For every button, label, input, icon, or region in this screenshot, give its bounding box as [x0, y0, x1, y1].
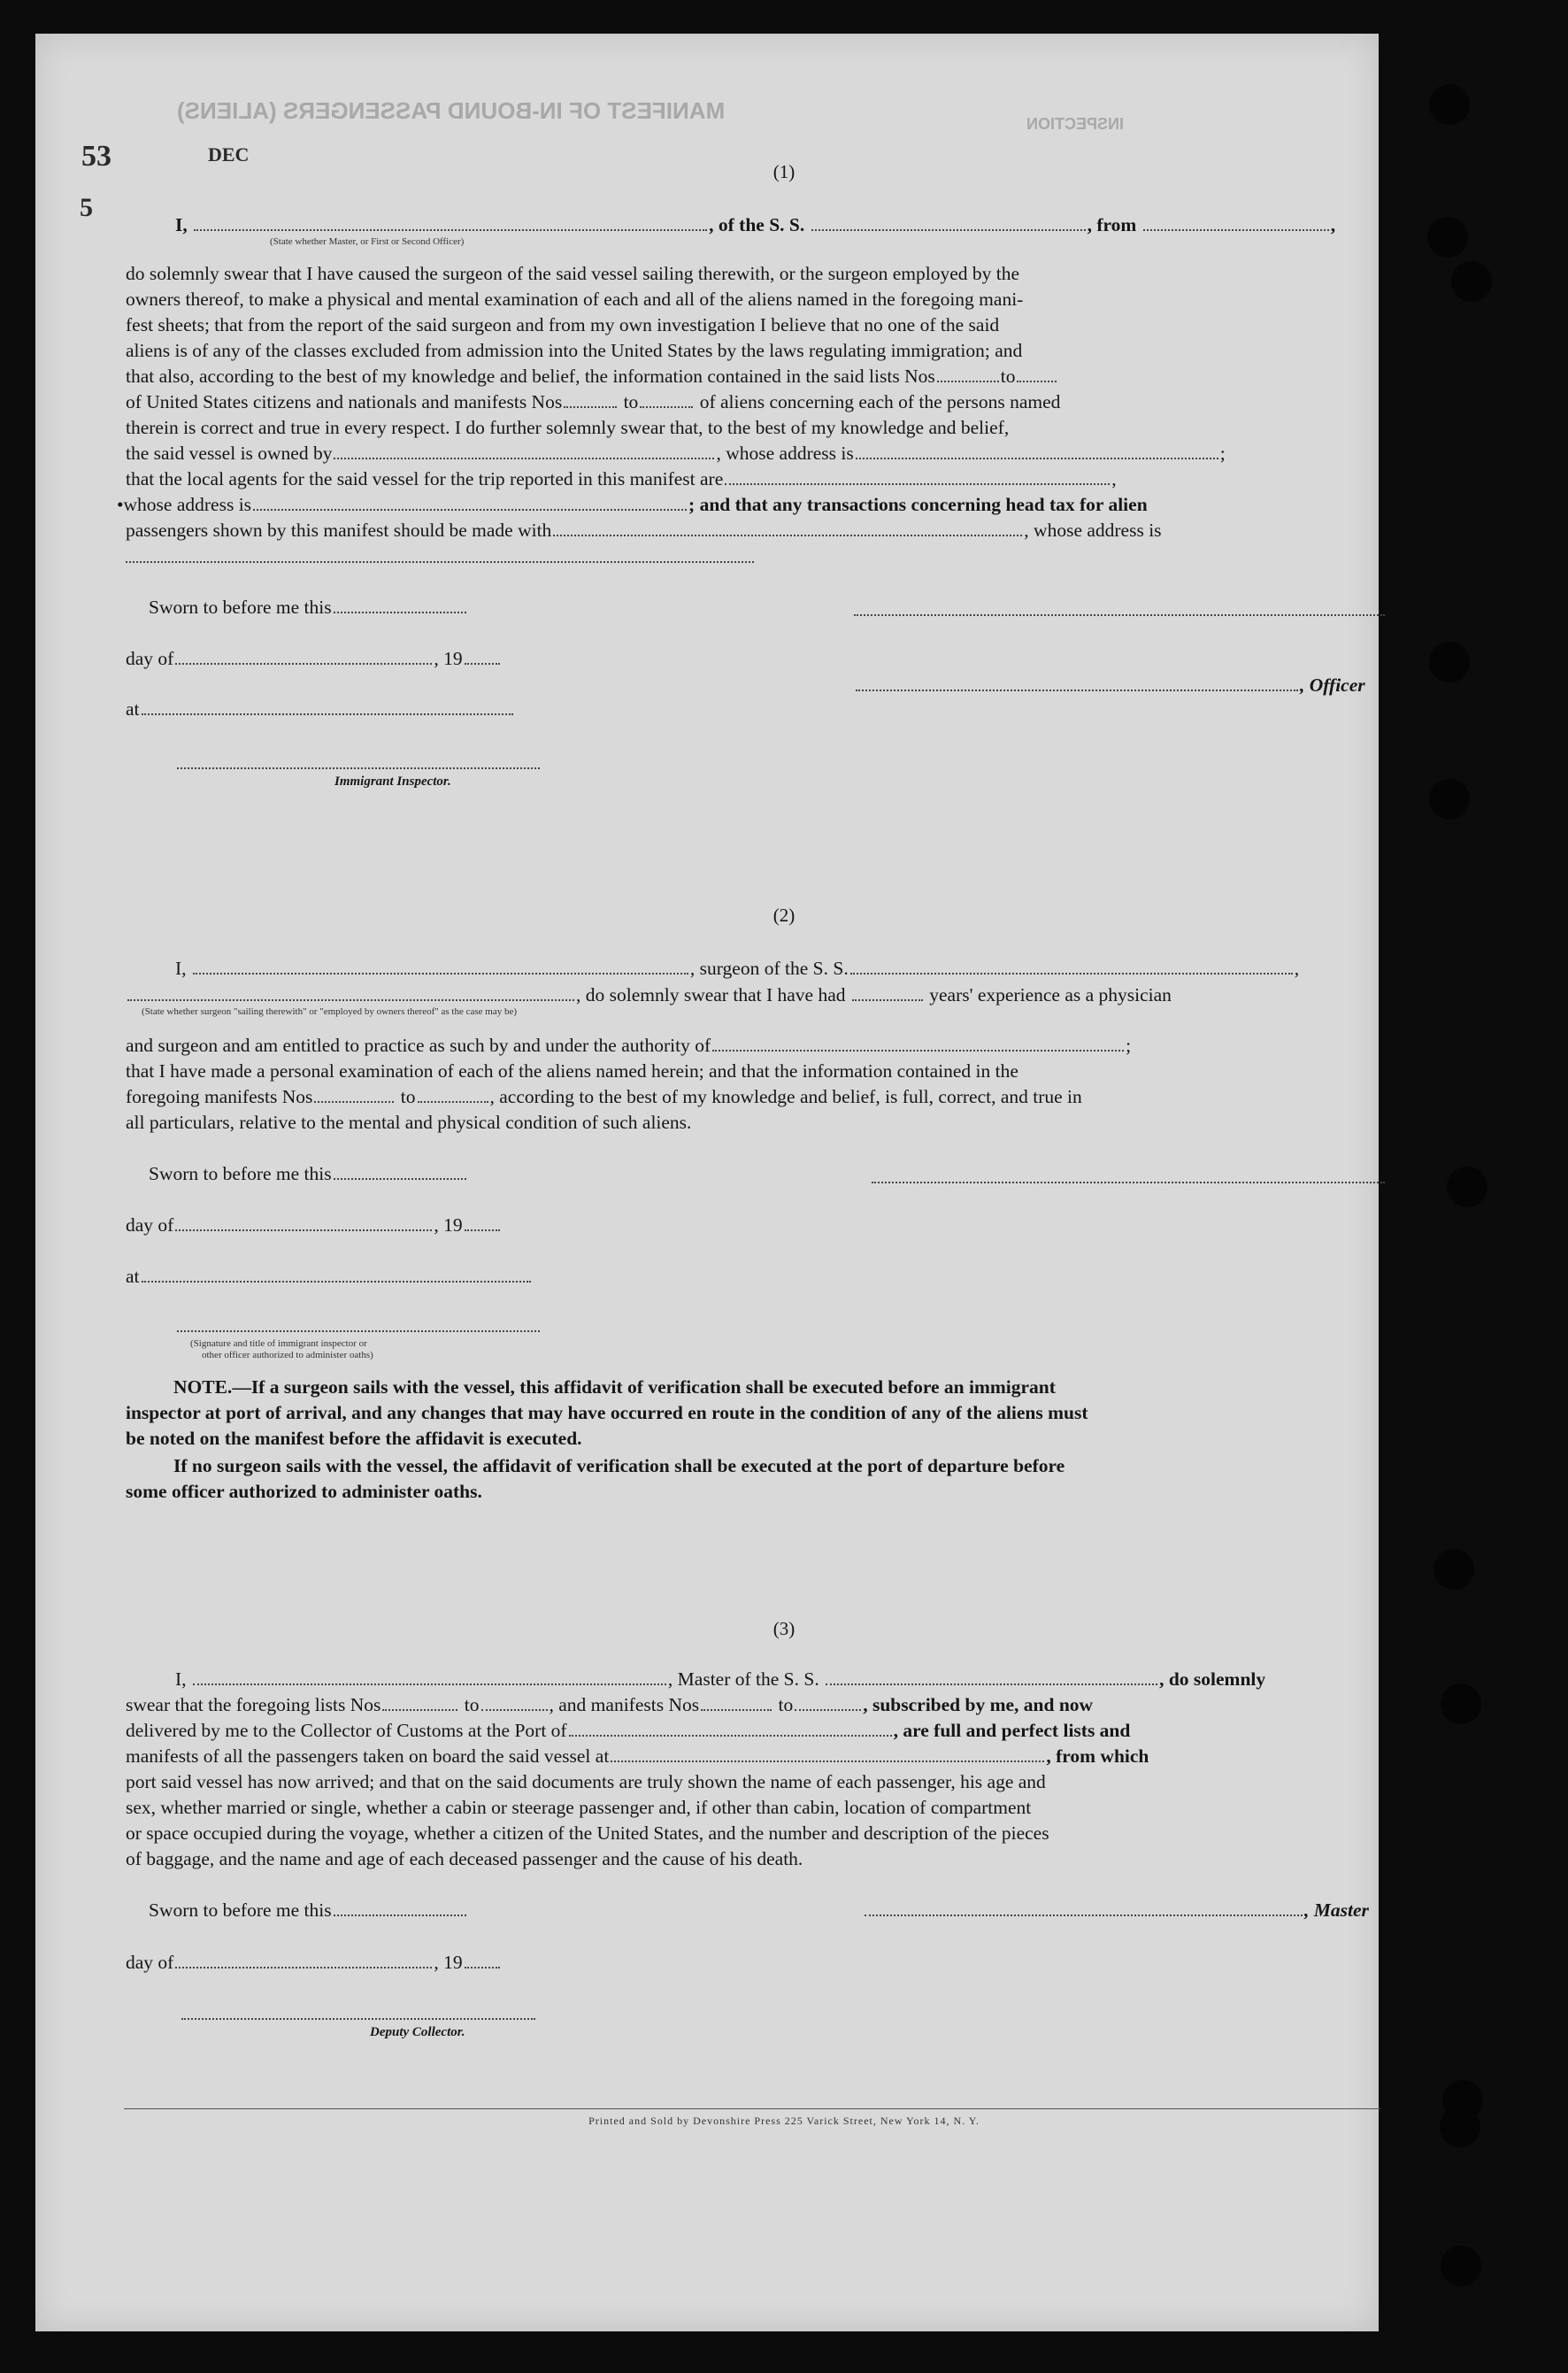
year-blank — [465, 1229, 500, 1231]
blank — [382, 1708, 457, 1711]
s3-text: , Master of the S. S. — [667, 1668, 819, 1690]
s2-line: all particulars, relative to the mental and physical condition of such aliens. — [126, 1112, 692, 1133]
punch-hole — [1429, 84, 1470, 125]
s2-second-line — [126, 982, 1172, 1008]
blank — [481, 1708, 548, 1711]
s3-text: , and manifests Nos — [549, 1694, 700, 1715]
footer-rule — [124, 2108, 1380, 2109]
s3-board-line — [126, 1744, 1149, 1769]
s1-line-text: of aliens concerning each of the persons named — [699, 391, 1061, 412]
s3-text: swear that the foregoing lists Nos — [126, 1694, 381, 1715]
note-text: some officer authorized to administer oaths. — [126, 1481, 482, 1502]
date-blank — [334, 1914, 466, 1916]
s2-at-line — [126, 1264, 533, 1290]
margin-stamp: DEC — [208, 143, 250, 166]
s3-sworn-line — [149, 1898, 468, 1923]
s3-i-label: I, — [175, 1668, 187, 1690]
year-blank — [465, 662, 500, 665]
address-blank — [253, 508, 687, 511]
s2-text: foregoing manifests Nos — [126, 1086, 313, 1107]
s3-line: or space occupied during the voyage, whether a citizen of the United States, and the number and description of the pieces — [126, 1822, 1049, 1844]
to-label: to — [400, 1086, 416, 1107]
s1-line-text: whose address is — [123, 494, 252, 515]
year-blank — [465, 1966, 500, 1969]
blank — [1017, 380, 1057, 382]
agents-blank — [725, 482, 1110, 485]
s2-day-line: day of , 19 — [126, 1213, 502, 1238]
s3-line: of baggage, and the name and age of each deceased passenger and the cause of his death. — [126, 1848, 803, 1869]
blank — [640, 405, 693, 408]
section-3-number: (3) — [772, 1618, 796, 1639]
s1-line: do solemnly swear that I have caused the surgeon of the said vessel sailing therewith, or the surgeon employed by the — [126, 263, 1020, 284]
s1-sworn-line — [149, 595, 468, 620]
place-blank — [142, 1280, 531, 1283]
at-label: at — [126, 1266, 140, 1287]
year-label: 19 — [443, 1214, 463, 1236]
sworn-label: Sworn to before me this — [149, 1163, 332, 1184]
s2-sig-caption-1: (Signature and title of immigrant inspector or — [190, 1338, 367, 1349]
blank — [314, 1100, 394, 1103]
s1-line-text: the said vessel is owned by — [126, 443, 333, 464]
s1-day-line: day of , 19 — [126, 646, 502, 672]
note-text: be noted on the manifest before the affidavit is executed. — [126, 1428, 582, 1449]
s1-i-label: I, — [175, 214, 188, 235]
bleed-through-sub: INSPECTION — [1026, 115, 1125, 133]
date-blank — [334, 611, 466, 613]
year-label: 19 — [443, 1952, 463, 1973]
s1-line-lists — [126, 364, 1058, 389]
s1-from-blank — [1143, 228, 1329, 231]
day-of-label: day of — [126, 648, 174, 669]
s2-caption: (State whether surgeon "sailing therewith" or "employed by owners thereof" as the case may be) — [142, 1006, 518, 1017]
sworn-label: Sworn to before me this — [149, 1899, 332, 1921]
party-blank — [553, 534, 1022, 536]
blank — [937, 380, 999, 382]
s1-officer-caption: (State whether Master, or First or Second Officer) — [270, 236, 465, 247]
vessel-blank — [850, 972, 1293, 975]
at-label: at — [126, 698, 140, 720]
s1-line-text: ; and that any transactions concerning head tax for alien — [688, 494, 1148, 515]
master-signature-blank — [865, 1914, 1303, 1916]
s1-line-agents: that the local agents for the said vessel for the trip reported in this manifest are , — [126, 468, 1117, 489]
sworn-label: Sworn to before me this — [149, 597, 332, 618]
s1-line-text: that the local agents for the said vessel for the trip reported in this manifest are — [126, 468, 724, 489]
punch-hole — [1451, 261, 1492, 302]
s3-text: , from which — [1046, 1745, 1149, 1767]
s1-line-text: , whose address is — [716, 443, 854, 464]
to-label: to — [1000, 366, 1016, 387]
blank — [795, 1708, 861, 1711]
day-blank — [175, 1229, 432, 1231]
to-label: to — [778, 1694, 794, 1715]
section-1-number: (1) — [772, 161, 796, 182]
year-label: 19 — [443, 648, 463, 669]
to-label: to — [464, 1694, 480, 1715]
s1-line: therein is correct and true in every respect. I do further solemnly swear that, to the best of my knowledge and belief, — [126, 417, 1010, 438]
s1-line-text: passengers shown by this manifest should be made with — [126, 520, 552, 541]
port-blank — [569, 1734, 892, 1737]
punch-hole — [1429, 779, 1470, 820]
surgeon-of-label: , surgeon of the S. S. — [689, 958, 849, 979]
s3-lists-line — [126, 1692, 1093, 1718]
s1-line-passengers — [126, 518, 1162, 543]
authority-blank — [712, 1049, 1124, 1052]
master-blank — [193, 1683, 666, 1685]
note-text: inspector at port of arrival, and any changes that may have occurred en route in the condition of any of the aliens must — [126, 1402, 1088, 1423]
bleed-through-header: MANIFEST OF IN-BOUND PASSENGERS (ALIENS) — [177, 97, 726, 124]
s3-port-line — [126, 1718, 1130, 1744]
s1-first-line: I, , of the S. S. , from , — [175, 214, 1336, 235]
s3-deputy-label: Deputy Collector. — [370, 2025, 465, 2039]
s3-text: delivered by me to the Collector of Customs at the Port of — [126, 1720, 567, 1741]
s1-officer-blank — [194, 228, 707, 231]
address-blank — [856, 457, 1218, 459]
surgeon-blank — [193, 972, 688, 975]
owner-blank — [334, 457, 714, 459]
officer-label: , Officer — [1300, 674, 1365, 696]
to-label: to — [623, 391, 639, 412]
s1-line: fest sheets; that from the report of the said surgeon and from my own investigation I believe that no one of the said — [126, 314, 1000, 335]
date-blank — [334, 1177, 466, 1180]
s2-signature-line — [872, 1181, 1385, 1183]
section-2-number: (2) — [772, 905, 796, 926]
vessel-blank — [826, 1683, 1157, 1685]
punch-hole — [1433, 1549, 1474, 1590]
margin-side-number: 5 — [80, 193, 93, 222]
s3-text: , subscribed by me, and now — [863, 1694, 1094, 1715]
margin-number: 53 — [81, 140, 111, 173]
punch-hole — [1441, 2246, 1481, 2286]
day-blank — [175, 662, 432, 665]
status-blank — [127, 998, 574, 1001]
s1-officer-line — [854, 673, 1365, 698]
s3-line: sex, whether married or single, whether a cabin or steerage passenger and, if other than cabin, location of compartment — [126, 1797, 1032, 1818]
s3-first-line — [175, 1667, 1265, 1692]
day-of-label: day of — [126, 1952, 174, 1973]
s1-line: owners thereof, to make a physical and mental examination of each and all of the aliens named in the foregoing mani- — [126, 289, 1024, 310]
s2-text: and surgeon and am entitled to practice as such by and under the authority of — [126, 1035, 711, 1056]
s1-line-whose: •whose address is ; and that any transactions concerning head tax for alien — [117, 494, 1148, 515]
s1-of-ss: , of the S. S. — [709, 214, 805, 235]
s1-at-line — [126, 697, 515, 722]
place-blank — [142, 713, 513, 715]
officer-blank — [856, 689, 1298, 691]
s2-i-label: I, — [175, 958, 187, 979]
s2-sworn-line — [149, 1161, 468, 1187]
printer-imprint: Printed and Sold by Devonshire Press 225 Varick Street, New York 14, N. Y. — [588, 2115, 980, 2127]
s2-note-line-1 — [173, 1375, 1056, 1400]
s1-line-text: that also, according to the best of my knowledge and belief, the information contained in the said lists Nos — [126, 366, 935, 387]
s2-text: years' experience as a physician — [929, 984, 1172, 1005]
s2-line: that I have made a personal examination of each of the aliens named herein; and that the information contained in the — [126, 1060, 1018, 1082]
punch-hole — [1427, 217, 1468, 258]
s1-inspector-label: Immigrant Inspector. — [334, 774, 451, 789]
s1-from: , from — [1087, 214, 1137, 235]
s1-vessel-blank — [811, 228, 1086, 231]
note-text: —If a surgeon sails with the vessel, this affidavit of verification shall be executed before an immigrant — [232, 1376, 1056, 1398]
punch-hole — [1441, 1683, 1481, 1724]
departure-blank — [611, 1760, 1044, 1762]
s3-master-line — [863, 1898, 1369, 1923]
s3-text: manifests of all the passengers taken on board the said vessel at — [126, 1745, 610, 1767]
s2-text: , do solemnly swear that I have had — [576, 984, 846, 1005]
years-blank — [852, 998, 923, 1001]
note-text: If no surgeon sails with the vessel, the affidavit of verification shall be executed at the port of departure before — [173, 1455, 1065, 1476]
s3-line: port said vessel has now arrived; and that on the said documents are truly shown the name of each passenger, his age and — [126, 1771, 1046, 1792]
s3-text: , do solemnly — [1159, 1668, 1266, 1690]
s1-extra-blank — [126, 560, 754, 563]
master-label: , Master — [1304, 1899, 1369, 1921]
s1-line-text: of United States citizens and nationals and manifests Nos — [126, 391, 563, 412]
s3-text: , are full and perfect lists and — [893, 1720, 1131, 1741]
blank — [564, 405, 617, 408]
day-blank — [175, 1966, 432, 1969]
s1-line-owned: the said vessel is owned by , whose address is ; — [126, 443, 1226, 464]
punch-hole — [1429, 642, 1470, 682]
day-of-label: day of — [126, 1214, 174, 1236]
s1-inspector-line — [177, 767, 540, 769]
blank — [701, 1708, 772, 1711]
note-label: NOTE. — [173, 1376, 233, 1398]
s1-line-manifests — [126, 389, 1060, 415]
blank — [418, 1100, 488, 1103]
punch-hole — [1447, 1167, 1487, 1207]
s2-first-line: I, , surgeon of the S. S. , — [175, 958, 1300, 979]
s3-collector-line — [181, 2017, 535, 2020]
s3-day-line: day of , 19 — [126, 1950, 502, 1976]
s2-sig-caption-2: other officer authorized to administer oaths) — [202, 1350, 373, 1360]
s2-text: , according to the best of my knowledge and belief, is full, correct, and true in — [489, 1086, 1082, 1107]
s1-signature-line — [854, 613, 1385, 616]
s1-line-text: , whose address is — [1024, 520, 1162, 541]
s2-inspector-line — [177, 1329, 540, 1332]
s2-authority-line: and surgeon and am entitled to practice as such by and under the authority of ; — [126, 1035, 1132, 1056]
s2-manifests-line — [126, 1084, 1082, 1110]
s1-line: aliens is of any of the classes excluded from admission into the United States by the laws regulating immigration; and — [126, 340, 1023, 361]
